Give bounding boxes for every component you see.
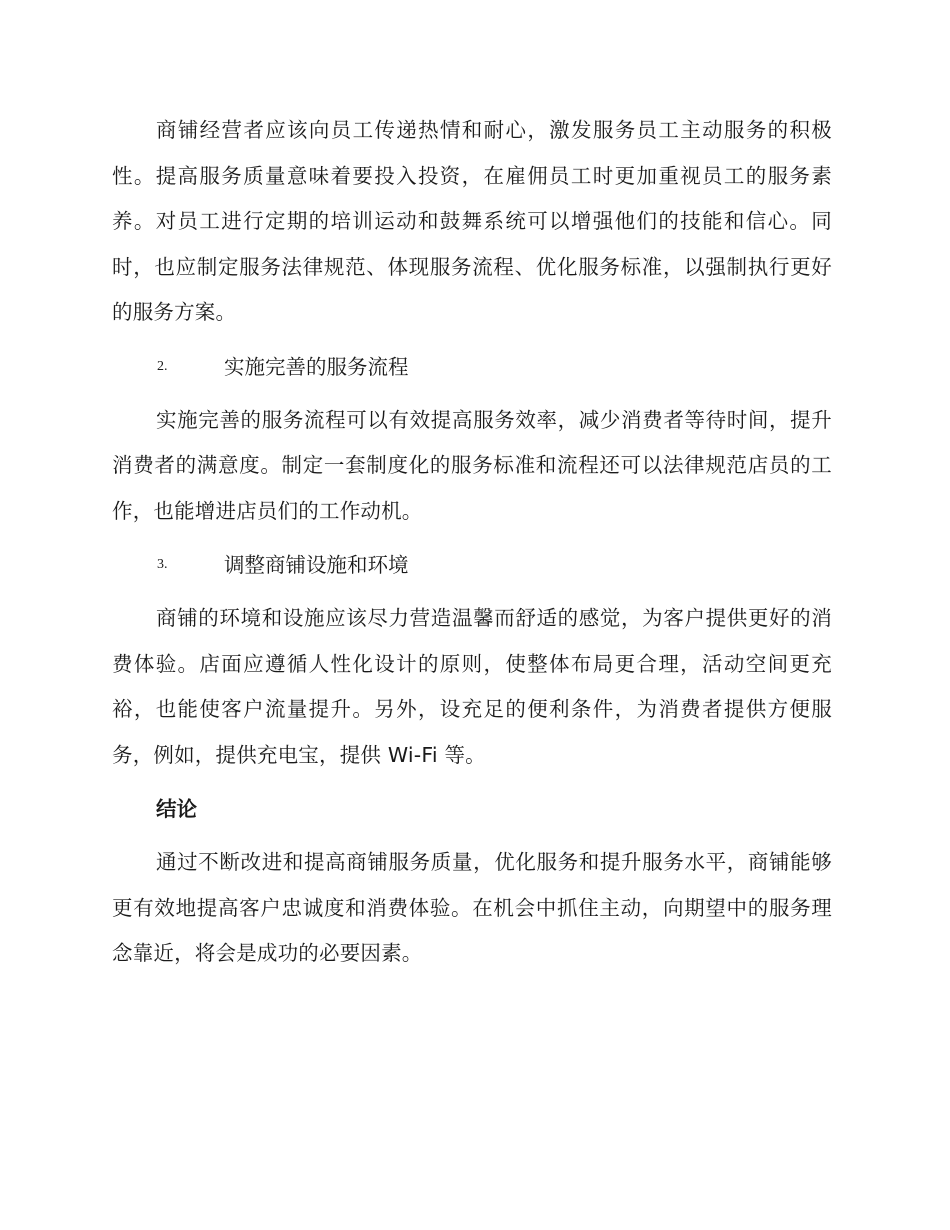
paragraph-store-environment: 商铺的环境和设施应该尽力营造温馨而舒适的感觉，为客户提供更好的消费体验。店面应遵循人性化设计的原则，使整体布局更合理，活动空间更充裕，也能使客户流量提升。另外，设充足的便利条件，为消费者提供方便服务，例如，提供充电宝，提供 Wi-Fi 等。: [112, 606, 832, 767]
list-heading-text: 调整商铺设施和环境: [224, 553, 409, 577]
paragraph-service-process: 实施完善的服务流程可以有效提高服务效率，减少消费者等待时间，提升消费者的满意度。制定一套制度化的服务标准和流程还可以法律规范店员的工作，也能增进店员们的工作动机。: [112, 407, 832, 523]
paragraph-staff-service: 商铺经营者应该向员工传递热情和耐心，激发服务员工主动服务的积极性。提高服务质量意味着要投入投资，在雇佣员工时更加重视员工的服务素养。对员工进行定期的培训运动和鼓舞系统可以增强他们的技能和信心。同时，也应制定服务法律规范、体现服务流程、优化服务标准，以强制执行更好的服务方案。: [112, 118, 832, 324]
list-item-2: [112, 344, 832, 390]
conclusion-heading: 结论: [156, 797, 197, 821]
list-number: 2.: [157, 358, 168, 374]
list-item-3: [112, 542, 832, 588]
list-number: 3.: [157, 557, 168, 572]
list-heading-text: 实施完善的服务流程: [224, 354, 409, 379]
document-body: [112, 108, 832, 977]
paragraph-conclusion: 通过不断改进和提高商铺服务质量，优化服务和提升服务水平，商铺能够更有效地提高客户忠诚度和消费体验。在机会中抓住主动，向期望中的服务理念靠近，将会是成功的必要因素。: [112, 850, 832, 965]
